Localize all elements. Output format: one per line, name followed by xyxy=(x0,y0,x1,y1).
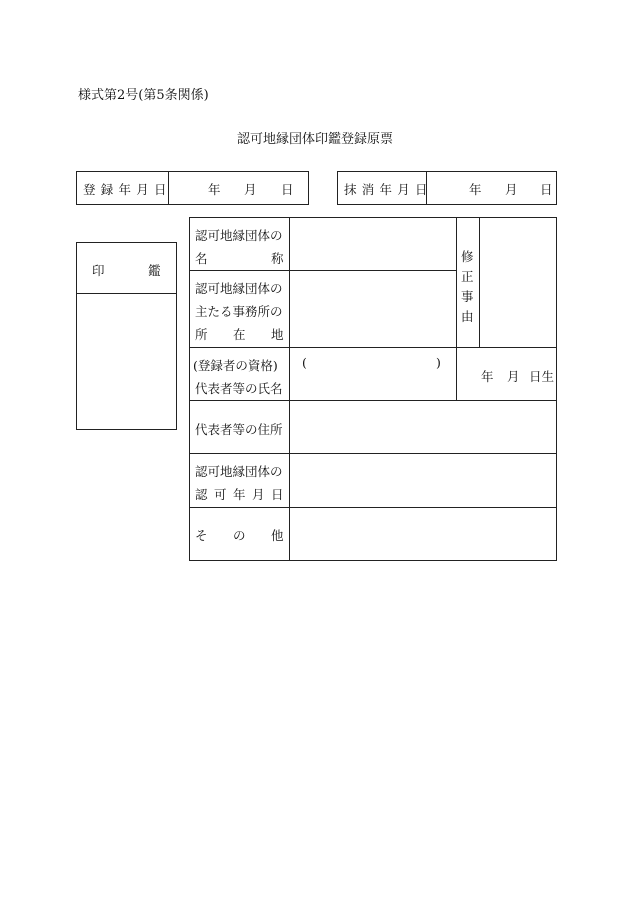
name-label-line1: 認可地縁団体の xyxy=(195,228,283,243)
registration-date-label: 登録年月日 xyxy=(83,182,172,197)
birth-month: 月 xyxy=(507,369,520,384)
row-line-3 xyxy=(189,400,557,401)
address-label-line3-b: 在 xyxy=(233,327,246,342)
registration-day: 日 xyxy=(281,182,294,197)
approval-char-2: 可 xyxy=(214,487,227,502)
correction-char-1: 修 xyxy=(461,249,474,264)
row-line-5 xyxy=(189,507,557,508)
correction-column-line-left xyxy=(456,217,457,400)
deletion-month: 月 xyxy=(505,182,518,197)
seal-box-divider xyxy=(76,293,177,294)
rep-paren-open: ( xyxy=(302,355,307,370)
correction-char-3: 事 xyxy=(461,289,474,304)
other-char-2: の xyxy=(233,528,246,543)
rep-address-label: 代表者等の住所 xyxy=(195,422,283,437)
form-number: 様式第2号(第5条関係) xyxy=(78,88,209,103)
other-char-3: 他 xyxy=(271,528,284,543)
rep-label-line1: (登録者の資格) xyxy=(193,358,278,373)
birth-year: 年 xyxy=(481,369,494,384)
approval-char-1: 認 xyxy=(195,487,208,502)
name-label-line2-a: 名 xyxy=(195,251,208,266)
seal-label-left: 印 xyxy=(92,263,105,278)
deletion-day: 日 xyxy=(540,182,553,197)
row-line-1 xyxy=(189,270,456,271)
row-line-2 xyxy=(189,347,557,348)
label-column-line xyxy=(289,217,290,561)
deletion-date-label: 抹消年月日 xyxy=(344,182,433,197)
row-line-4 xyxy=(189,453,557,454)
correction-column-line-right xyxy=(479,217,480,347)
approval-label-line1: 認可地縁団体の xyxy=(195,464,283,479)
approval-char-4: 月 xyxy=(252,487,265,502)
correction-char-4: 由 xyxy=(461,309,474,324)
registration-year: 年 xyxy=(208,182,221,197)
approval-char-3: 年 xyxy=(233,487,246,502)
address-label-line1: 認可地縁団体の xyxy=(195,281,283,296)
name-label-line2-b: 称 xyxy=(271,251,284,266)
approval-char-5: 日 xyxy=(271,487,284,502)
birth-day: 日生 xyxy=(529,369,555,384)
other-char-1: そ xyxy=(195,528,208,543)
form-title: 認可地縁団体印鑑登録原票 xyxy=(236,132,393,147)
correction-char-2: 正 xyxy=(461,269,474,284)
address-label-line3-a: 所 xyxy=(195,327,208,342)
deletion-year: 年 xyxy=(469,182,482,197)
registration-month: 月 xyxy=(244,182,257,197)
address-label-line3-c: 地 xyxy=(271,327,284,342)
address-label-line2: 主たる事務所の xyxy=(195,304,283,319)
rep-paren-close: ) xyxy=(436,355,441,370)
rep-label-line2: 代表者等の氏名 xyxy=(195,381,283,396)
seal-label-right: 鑑 xyxy=(148,263,161,278)
